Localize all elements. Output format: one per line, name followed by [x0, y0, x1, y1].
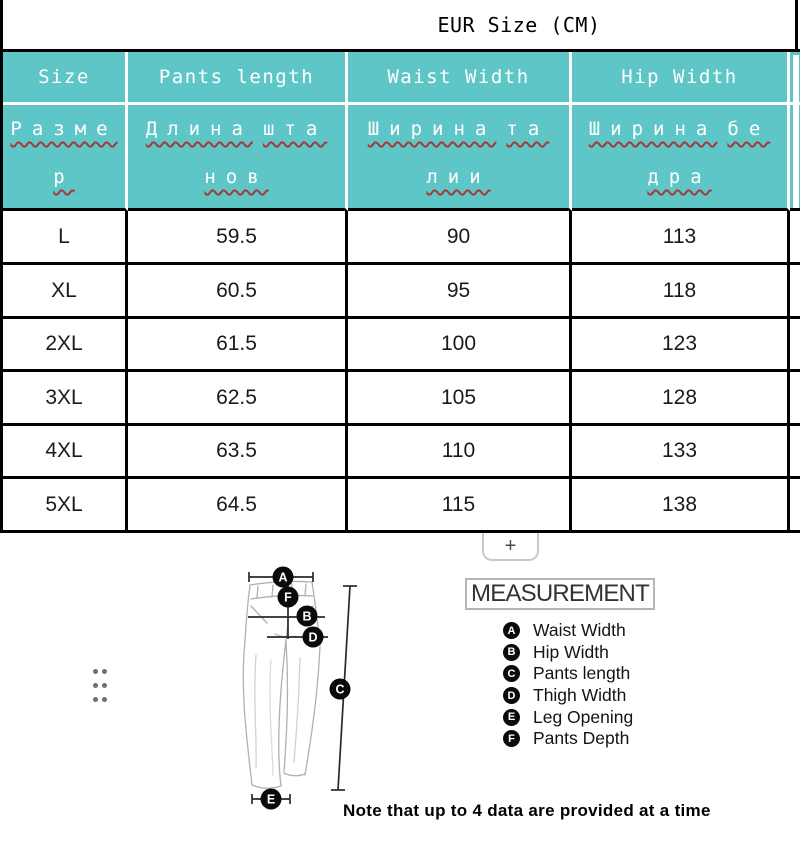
measurement-title-box [465, 578, 655, 610]
drag-dot [93, 697, 98, 702]
pants-measurement-diagram [228, 560, 408, 820]
diagram-marker-b [297, 606, 318, 627]
drag-handle[interactable] [93, 669, 107, 702]
column-header-pants-length: Pants length [128, 52, 348, 105]
legend-label: Pants Depth [533, 728, 630, 749]
table-edge-line [795, 0, 798, 52]
svg-text:F: F [284, 590, 292, 605]
cell-cutoff [790, 479, 800, 533]
legend-label: Hip Width [533, 641, 609, 662]
diagram-marker-a [273, 567, 294, 588]
ru-word: лии [426, 166, 491, 188]
measurement-legend [503, 620, 633, 750]
cell-waist-width: 100 [348, 319, 572, 372]
cell-hip-width: 123 [572, 319, 790, 372]
column-header-waist-width: Waist Width [348, 52, 572, 105]
cell-hip-width: 133 [572, 426, 790, 479]
column-header-pants-length-ru [128, 105, 348, 211]
column-header-size: Size [3, 52, 128, 105]
legend-key-e-icon: E [503, 709, 520, 726]
cell-size: 2XL [3, 319, 128, 372]
cell-waist-width: 115 [348, 479, 572, 533]
cell-waist-width: 90 [348, 211, 572, 265]
legend-key-a-icon: A [503, 622, 520, 639]
cell-hip-width: 113 [572, 211, 790, 265]
expand-table-button[interactable] [482, 533, 539, 561]
legend-key-b-icon: B [503, 644, 520, 661]
legend-item [503, 685, 633, 707]
svg-text:D: D [308, 630, 318, 645]
cell-size: XL [3, 265, 128, 319]
cell-cutoff [790, 426, 800, 479]
cell-hip-width: 138 [572, 479, 790, 533]
ru-word: Длина [145, 118, 253, 140]
cell-pants-length: 60.5 [128, 265, 348, 319]
legend-label: Thigh Width [533, 685, 627, 706]
drag-dot [102, 669, 107, 674]
legend-item [503, 728, 633, 750]
drag-dot [93, 669, 98, 674]
legend-label: Waist Width [533, 620, 626, 641]
cell-pants-length: 59.5 [128, 211, 348, 265]
diagram-marker-c [330, 679, 351, 700]
table-title: EUR Size (CM) [3, 0, 800, 52]
column-header-hip-width-ru [572, 105, 790, 211]
diagram-marker-f [278, 587, 299, 608]
svg-text:A: A [278, 570, 288, 585]
legend-label: Leg Opening [533, 706, 634, 727]
ru-word: дра [647, 166, 712, 188]
cell-size: 5XL [3, 479, 128, 533]
legend-key-d-icon: D [503, 687, 520, 704]
legend-key-c-icon: C [503, 665, 520, 682]
cell-size: 4XL [3, 426, 128, 479]
cell-cutoff [790, 265, 800, 319]
cell-pants-length: 62.5 [128, 372, 348, 426]
svg-text:C: C [335, 682, 345, 697]
column-header-hip-width: Hip Width [572, 52, 790, 105]
cell-cutoff [790, 372, 800, 426]
column-header-size-ru [3, 105, 128, 211]
legend-item [503, 642, 633, 664]
diagram-marker-e [261, 789, 282, 810]
legend-item [503, 663, 633, 685]
ru-word: Разме [10, 118, 118, 140]
cell-size: L [3, 211, 128, 265]
cell-pants-length: 61.5 [128, 319, 348, 372]
cell-size: 3XL [3, 372, 128, 426]
cell-waist-width: 95 [348, 265, 572, 319]
column-header-waist-width-ru [348, 105, 572, 211]
cell-pants-length: 64.5 [128, 479, 348, 533]
ru-word: бе [727, 118, 771, 140]
diagram-marker-d [303, 627, 324, 648]
cell-cutoff [790, 319, 800, 372]
table-edge-gap [793, 55, 799, 208]
cell-waist-width: 110 [348, 426, 572, 479]
cell-waist-width: 105 [348, 372, 572, 426]
ru-word: шта [262, 118, 328, 140]
cell-hip-width: 128 [572, 372, 790, 426]
ru-word: р [53, 166, 75, 188]
svg-text:B: B [302, 609, 312, 624]
measurement-title: MEASUREMENT [471, 580, 649, 607]
ru-word: нов [204, 166, 269, 188]
legend-label: Pants length [533, 663, 631, 684]
drag-dot [102, 697, 107, 702]
cell-hip-width: 118 [572, 265, 790, 319]
ru-word: Ширина [588, 118, 718, 140]
cell-cutoff [790, 211, 800, 265]
cell-pants-length: 63.5 [128, 426, 348, 479]
ru-word: Ширина [367, 118, 497, 140]
note-text: Note that up to 4 data are provided at a time [343, 801, 711, 820]
drag-dot [93, 683, 98, 688]
legend-item [503, 620, 633, 642]
plus-icon: + [504, 535, 517, 557]
drag-dot [102, 683, 107, 688]
legend-item [503, 706, 633, 728]
svg-text:E: E [266, 792, 276, 807]
legend-key-f-icon: F [503, 730, 520, 747]
ru-word: та [506, 118, 550, 140]
